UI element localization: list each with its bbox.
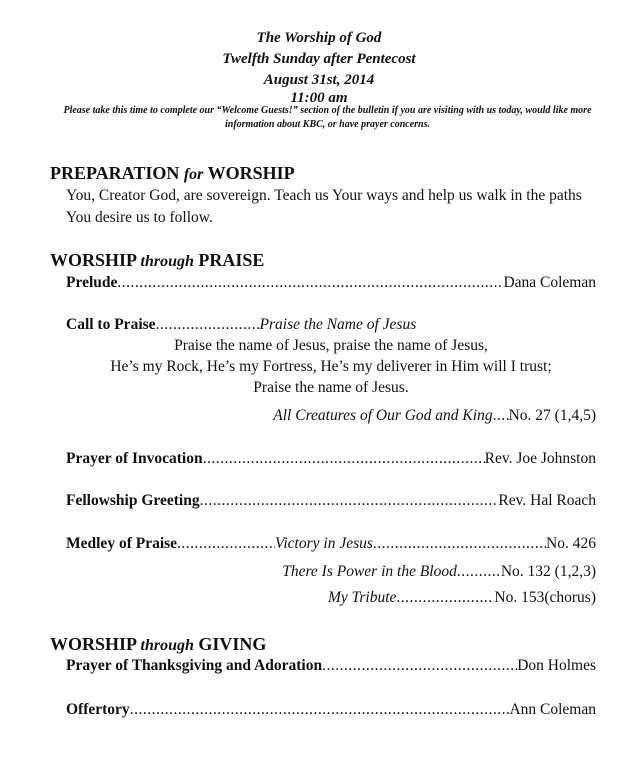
leader-dots <box>156 314 260 336</box>
item-label: Fellowship Greeting <box>66 492 200 509</box>
welcome-note: Please take this time to complete our “Welcome Guests!” section of the bulletin if you are visiting with us today, would like more information about KBC, or have prayer concerns. <box>63 105 592 130</box>
hymn-title: There Is Power in the Blood <box>282 563 457 580</box>
item-call-to-praise <box>66 314 596 336</box>
bulletin-title: The Worship of God <box>256 30 382 46</box>
leader-dots <box>117 272 503 294</box>
lyric-line: Praise the name of Jesus, praise the name of Jesus, <box>174 337 488 354</box>
leader-dots <box>373 533 546 555</box>
leader-dots <box>322 655 517 677</box>
item-hymn-all-creatures <box>66 405 596 427</box>
leader-dots <box>493 405 509 427</box>
item-fellowship <box>66 490 596 512</box>
hymn-number: No. 153(chorus) <box>494 589 596 606</box>
hymn-title: Victory in Jesus <box>275 535 373 552</box>
section-heading-giving: WORSHIP through GIVING <box>50 634 267 654</box>
leader-dots <box>396 587 494 609</box>
item-thanksgiving <box>66 655 596 677</box>
hymn-title: All Creatures of Our God and King <box>273 407 493 424</box>
lyric-line: Praise the name of Jesus. <box>253 379 409 396</box>
leader-dots <box>177 533 275 555</box>
item-person: Rev. Joe Johnston <box>484 450 596 467</box>
lyric-line: He’s my Rock, He’s my Fortress, He’s my deliverer in Him will I trust; <box>110 358 552 375</box>
section-heading-praise: WORSHIP through PRAISE <box>50 250 265 270</box>
item-invocation <box>66 448 596 470</box>
item-title: Praise the Name of Jesus <box>259 316 417 333</box>
hymn-number: No. 27 (1,4,5) <box>508 407 596 424</box>
item-medley-tribute <box>66 587 596 609</box>
item-label: Offertory <box>66 701 130 718</box>
item-medley <box>66 533 596 555</box>
item-label: Prelude <box>66 274 118 291</box>
item-person: Rev. Hal Roach <box>498 492 596 509</box>
bulletin-time: 11:00 am <box>290 90 348 106</box>
item-medley-power <box>66 561 596 583</box>
hymn-number: No. 132 (1,2,3) <box>500 563 596 580</box>
hymn-title: My Tribute <box>327 589 397 606</box>
section-heading-preparation: PREPARATION for WORSHIP <box>50 163 295 183</box>
item-label: Prayer of Invocation <box>66 450 203 467</box>
item-offertory <box>66 699 596 721</box>
item-label: Call to Praise <box>66 316 156 333</box>
bulletin-date: August 31st, 2014 <box>263 72 375 88</box>
item-label: Prayer of Thanksgiving and Adoration <box>66 657 323 674</box>
leader-dots <box>457 561 501 583</box>
hymn-number: No. 426 <box>546 535 596 552</box>
leader-dots <box>130 699 510 721</box>
leader-dots <box>200 490 499 512</box>
item-person: Ann Coleman <box>509 701 596 718</box>
bulletin-sunday: Twelfth Sunday after Pentecost <box>222 51 416 67</box>
item-person: Don Holmes <box>517 657 596 674</box>
item-person: Dana Coleman <box>503 274 596 291</box>
item-label: Medley of Praise <box>66 535 178 552</box>
leader-dots <box>203 448 485 470</box>
item-prelude <box>66 272 596 294</box>
preparation-text: You, Creator God, are sovereign. Teach us Your ways and help us walk in the paths You desire us to follow. <box>66 187 582 226</box>
